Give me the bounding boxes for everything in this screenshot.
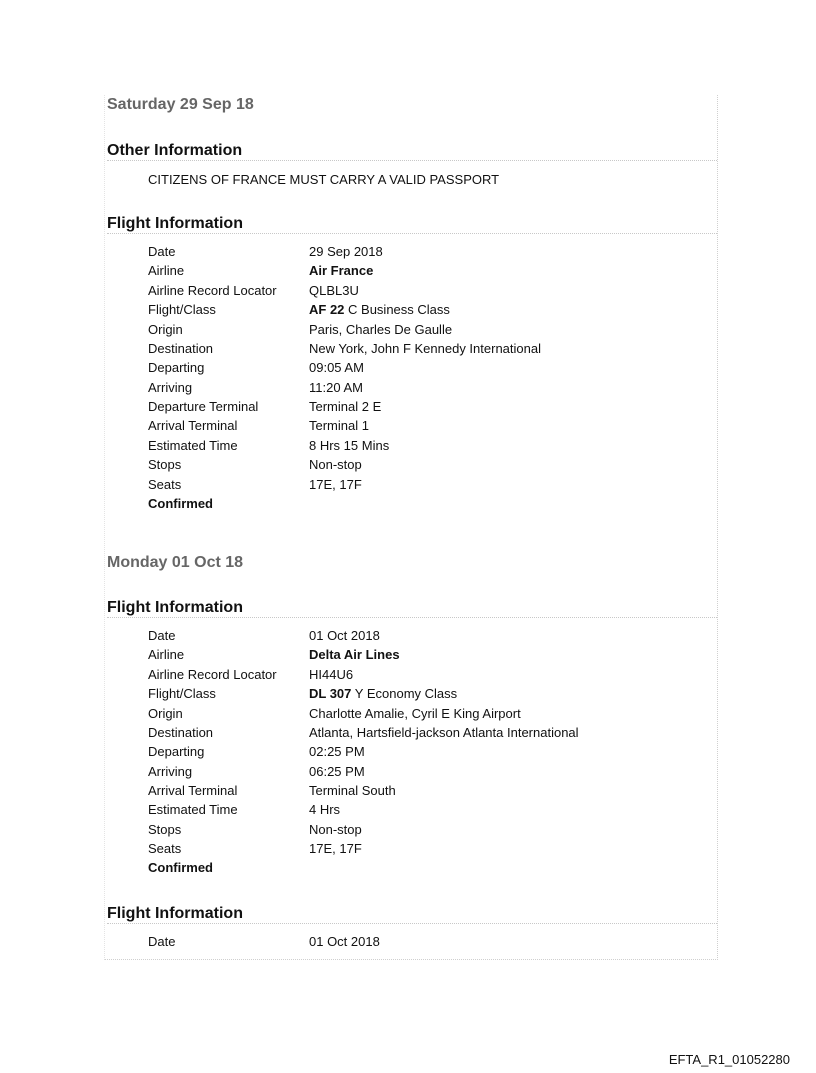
flight-row-arrival-terminal — [148, 416, 708, 435]
flight-row-seats — [148, 475, 708, 494]
flight-row-seats — [148, 839, 708, 858]
day-header: Monday 01 Oct 18 — [107, 554, 244, 571]
row-value: 11:20 AM — [309, 380, 363, 395]
booking-status: Confirmed — [148, 496, 213, 511]
flight-row-date — [148, 932, 708, 951]
row-value: Terminal 1 — [309, 418, 369, 433]
flight-row-destination — [148, 723, 708, 742]
flight-code: AF 22 — [309, 302, 345, 317]
section-divider — [107, 160, 717, 161]
row-value: Air France — [309, 263, 374, 278]
section-divider — [107, 233, 717, 234]
flight-row-estimated-time — [148, 436, 708, 455]
row-value: 06:25 PM — [309, 764, 365, 779]
section-divider — [107, 617, 717, 618]
row-value: 01 Oct 2018 — [309, 934, 380, 949]
travel-class: C Business Class — [348, 302, 450, 317]
day-header: Saturday 29 Sep 18 — [107, 96, 254, 113]
section-title-flight-information: Flight Information — [107, 599, 243, 616]
row-label: Airline — [148, 263, 185, 278]
row-label: Stops — [148, 457, 182, 472]
flight-row-departing — [148, 358, 708, 377]
row-label: Flight/Class — [148, 686, 216, 701]
row-value: 4 Hrs — [309, 802, 341, 817]
document-id: EFTA_R1_01052280 — [668, 1052, 790, 1067]
flight-row-record-locator — [148, 281, 708, 300]
row-label: Departing — [148, 360, 205, 375]
row-value: HI44U6 — [309, 667, 354, 682]
flight-row-stops — [148, 820, 708, 839]
flight-row-arrival-terminal — [148, 781, 708, 800]
flight-row-departing — [148, 742, 708, 761]
row-label: Date — [148, 628, 176, 643]
booking-status: Confirmed — [148, 860, 213, 875]
flight-row-flight-class — [148, 684, 708, 703]
flight-row-departure-terminal — [148, 397, 708, 416]
row-value: 29 Sep 2018 — [309, 244, 383, 259]
section-title-flight-information: Flight Information — [107, 215, 243, 232]
row-value: 17E, 17F — [309, 477, 362, 492]
row-value: Atlanta, Hartsfield-jackson Atlanta International — [309, 725, 579, 740]
row-label: Estimated Time — [148, 802, 238, 817]
row-value: Charlotte Amalie, Cyril E King Airport — [309, 706, 521, 721]
row-label: Origin — [148, 706, 183, 721]
row-label: Date — [148, 244, 176, 259]
flight-row-airline — [148, 645, 708, 664]
row-label: Airline Record Locator — [148, 283, 277, 298]
row-value: 09:05 AM — [309, 360, 364, 375]
row-label: Origin — [148, 322, 183, 337]
flight-row-origin — [148, 704, 708, 723]
row-value: 17E, 17F — [309, 841, 362, 856]
row-label: Arrival Terminal — [148, 783, 238, 798]
flight-row-origin — [148, 320, 708, 339]
row-value: QLBL3U — [309, 283, 359, 298]
flight-row-record-locator — [148, 665, 708, 684]
row-label: Airline Record Locator — [148, 667, 277, 682]
row-value: Non-stop — [309, 822, 362, 837]
row-value: Paris, Charles De Gaulle — [309, 322, 453, 337]
itinerary-container — [104, 95, 718, 960]
row-value: Non-stop — [309, 457, 362, 472]
flight-row-flight-class — [148, 300, 708, 319]
row-label: Estimated Time — [148, 438, 238, 453]
row-label: Seats — [148, 841, 182, 856]
row-label: Arriving — [148, 764, 193, 779]
flight-row-date — [148, 626, 708, 645]
row-label: Departure Terminal — [148, 399, 259, 414]
row-label: Stops — [148, 822, 182, 837]
row-label: Date — [148, 934, 176, 949]
row-value: Delta Air Lines — [309, 647, 400, 662]
row-label: Airline — [148, 647, 185, 662]
flight-row-stops — [148, 455, 708, 474]
flight-row-estimated-time — [148, 800, 708, 819]
row-label: Arrival Terminal — [148, 418, 238, 433]
row-value: New York, John F Kennedy International — [309, 341, 541, 356]
row-label: Departing — [148, 744, 205, 759]
flight-row-arriving — [148, 762, 708, 781]
flight-row-destination — [148, 339, 708, 358]
flight-code: DL 307 — [309, 686, 352, 701]
row-label: Arriving — [148, 380, 193, 395]
row-value — [309, 300, 450, 319]
row-label: Destination — [148, 725, 214, 740]
row-value: 02:25 PM — [309, 744, 365, 759]
passport-notice: CITIZENS OF FRANCE MUST CARRY A VALID PASSPORT — [148, 172, 500, 187]
row-value — [309, 684, 457, 703]
flight-row-date — [148, 242, 708, 261]
row-value: 01 Oct 2018 — [309, 628, 380, 643]
flight-row-arriving — [148, 378, 708, 397]
flight-row-airline — [148, 261, 708, 280]
row-label: Flight/Class — [148, 302, 216, 317]
row-label: Seats — [148, 477, 182, 492]
section-divider — [107, 923, 717, 924]
row-value: 8 Hrs 15 Mins — [309, 438, 390, 453]
section-title-other-information: Other Information — [107, 142, 243, 159]
travel-class: Y Economy Class — [354, 686, 458, 701]
section-title-flight-information: Flight Information — [107, 905, 243, 922]
row-label: Destination — [148, 341, 214, 356]
row-value: Terminal South — [309, 783, 396, 798]
row-value: Terminal 2 E — [309, 399, 382, 414]
